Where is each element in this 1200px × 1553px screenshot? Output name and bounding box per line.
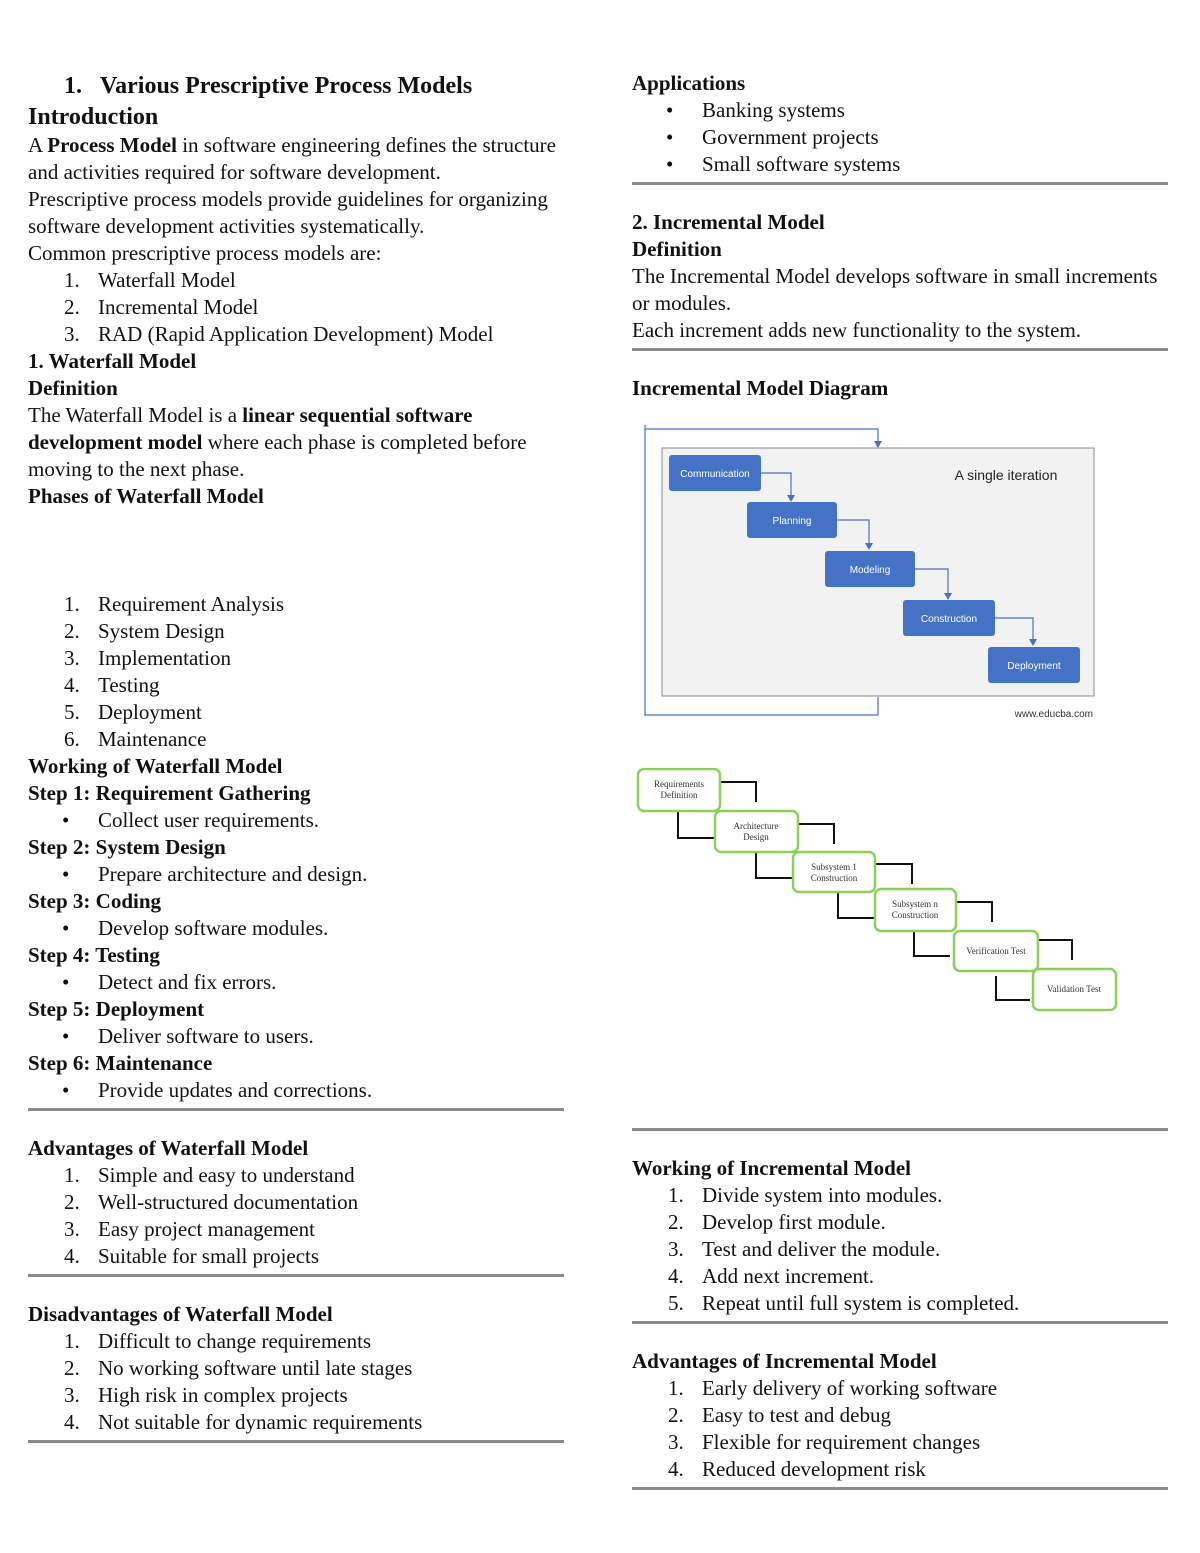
step-heading: Step 4: Testing [28, 943, 160, 967]
waterfall-working-heading: Working of Waterfall Model [28, 754, 283, 778]
list-item: 5. Repeat until full system is completed. [668, 1291, 1020, 1315]
list-item: 1. Early delivery of working software [668, 1376, 998, 1400]
list-item: • Detect and fix errors. [62, 970, 277, 994]
step-box-planning [747, 502, 837, 538]
intro-p1-bold: Process Model [47, 133, 177, 157]
divider [632, 1487, 1168, 1490]
list-item: 2. Easy to test and debug [668, 1403, 891, 1427]
list-item: 2. Develop first module. [668, 1210, 886, 1234]
waterfall-advantages-list [28, 1162, 564, 1270]
list-item: • Provide updates and corrections. [62, 1078, 373, 1102]
list-item: 6. Maintenance [64, 727, 207, 751]
waterfall-definition: The Waterfall Model is a linear sequential software development model where each phase is completed before moving to the next phase. [28, 403, 527, 481]
step-heading: Step 5: Deployment [28, 997, 205, 1021]
phases-diagram-space [28, 510, 564, 591]
step-heading: Step 6: Maintenance [28, 1051, 213, 1075]
intro-paragraph-3: Common prescriptive process models are: [28, 241, 382, 265]
list-item: 3. Test and deliver the module. [668, 1237, 941, 1261]
list-item: 4. Suitable for small projects [64, 1244, 320, 1268]
list-item: 3. RAD (Rapid Application Development) Model [64, 322, 494, 346]
box-label: Modeling [849, 565, 891, 576]
step-box-communication [669, 455, 761, 491]
list-item: • Government projects [666, 125, 879, 149]
svg-text:Definition: Definition [660, 790, 698, 800]
step-bullets [28, 861, 564, 888]
step-bullets [28, 969, 564, 996]
waterfall-heading: 1. Waterfall Model [28, 349, 197, 373]
waterfall-definition-heading: Definition [28, 376, 118, 400]
list-item: • Deliver software to users. [62, 1024, 314, 1048]
list-item: • Banking systems [666, 98, 845, 122]
list-item: 2. No working software until late stages [64, 1356, 413, 1380]
waterfall-advantages-heading: Advantages of Waterfall Model [28, 1136, 309, 1160]
applications-list [632, 97, 1168, 178]
stage-box [793, 852, 875, 892]
list-item: 4. Testing [64, 673, 160, 697]
loop-arrowhead [874, 441, 882, 448]
step-bullets [28, 1077, 564, 1104]
incremental-staircase-diagram [636, 768, 1122, 1018]
svg-text:Construction: Construction [891, 910, 939, 920]
list-item: 1. Waterfall Model [64, 268, 236, 292]
incremental-heading: 2. Incremental Model [632, 210, 825, 234]
title-number: 1. [64, 73, 82, 99]
incremental-definition-1: The Incremental Model develops software in small increments or modules. [632, 264, 1158, 315]
loop-line-top [645, 429, 878, 445]
incremental-definition-2: Each increment adds new functionality to the system. [632, 318, 1082, 342]
list-item: 1. Requirement Analysis [64, 592, 285, 616]
list-item: 3. Easy project management [64, 1217, 315, 1241]
list-item: 3. Implementation [64, 646, 231, 670]
box-label: Requirements [654, 779, 704, 789]
list-item: 3. Flexible for requirement changes [668, 1430, 981, 1454]
incremental-working-heading: Working of Incremental Model [632, 1156, 912, 1180]
step-box-modeling [825, 551, 915, 587]
list-item: • Develop software modules. [62, 916, 329, 940]
list-item: 1. Simple and easy to understand [64, 1163, 355, 1187]
list-item: 4. Reduced development risk [668, 1457, 926, 1481]
step-box-construction [903, 600, 995, 636]
watermark: www.educba.com [1014, 709, 1093, 720]
incremental-advantages-heading: Advantages of Incremental Model [632, 1349, 937, 1373]
step-bullets [28, 915, 564, 942]
phases-heading: Phases of Waterfall Model [28, 484, 264, 508]
list-item: 2. System Design [64, 619, 225, 643]
list-item: 2. Well-structured documentation [64, 1190, 359, 1214]
intro-paragraph-2: Prescriptive process models provide guidelines for organizing software development activities systematically. [28, 187, 548, 238]
incremental-definition-heading: Definition [632, 237, 722, 261]
list-item: • Prepare architecture and design. [62, 862, 368, 886]
box-label: Subsystem n [892, 899, 938, 909]
list-item: • Collect user requirements. [62, 808, 320, 832]
step-heading: Step 2: System Design [28, 835, 226, 859]
diagram-caption: A single iteration [954, 467, 1058, 483]
page-title [28, 70, 564, 102]
box-label: Verification Test [966, 946, 1026, 956]
box-label: Architecture [733, 821, 779, 831]
list-item: 2. Incremental Model [64, 295, 259, 319]
list-item: 4. Add next increment. [668, 1264, 875, 1288]
list-item: 1. Divide system into modules. [668, 1183, 943, 1207]
models-list [28, 267, 564, 348]
list-item: 3. High risk in complex projects [64, 1383, 348, 1407]
stage-box [1033, 969, 1116, 1010]
right-column [632, 70, 1168, 402]
waterfall-disadvantages-heading: Disadvantages of Waterfall Model [28, 1302, 333, 1326]
list-item: • Small software systems [666, 152, 901, 176]
intro-p1-pre: A [28, 133, 48, 157]
list-item: 4. Not suitable for dynamic requirements [64, 1410, 423, 1434]
step-bullets [28, 807, 564, 834]
waterfall-disadvantages-list [28, 1328, 564, 1436]
intro-p1-post: in software engineering defines the structure and activities required for software development. [28, 133, 556, 184]
single-iteration-diagram [643, 425, 1098, 725]
step-box-deployment [988, 647, 1080, 683]
title-text: Various Prescriptive Process Models [100, 73, 473, 99]
step-heading: Step 3: Coding [28, 889, 162, 913]
step-heading: Step 1: Requirement Gathering [28, 781, 311, 805]
incremental-advantages-list [632, 1375, 1168, 1483]
intro-paragraph-1 [28, 132, 564, 186]
stage-box [715, 811, 798, 852]
box-label: Planning [772, 516, 812, 527]
box-label: Validation Test [1047, 984, 1101, 994]
stage-box [954, 931, 1038, 971]
box-label: Communication [680, 469, 750, 480]
applications-heading: Applications [632, 71, 746, 95]
diagram-heading: Incremental Model Diagram [632, 376, 889, 400]
box-label: Subsystem 1 [811, 862, 857, 872]
step-bullets [28, 1023, 564, 1050]
stage-box [638, 769, 720, 811]
left-column [28, 70, 564, 1443]
divider [28, 1440, 564, 1443]
stage-box [875, 889, 956, 931]
intro-heading: Introduction [28, 104, 159, 130]
incremental-working-list [632, 1182, 1168, 1317]
box-label: Construction [920, 614, 978, 625]
list-item: 5. Deployment [64, 700, 202, 724]
svg-text:Design: Design [743, 832, 769, 842]
right-column-lower [632, 1128, 1168, 1490]
svg-text:Construction: Construction [810, 873, 858, 883]
list-item: 1. Difficult to change requirements [64, 1329, 372, 1353]
box-label: Deployment [1007, 661, 1061, 672]
phases-list [28, 591, 564, 753]
